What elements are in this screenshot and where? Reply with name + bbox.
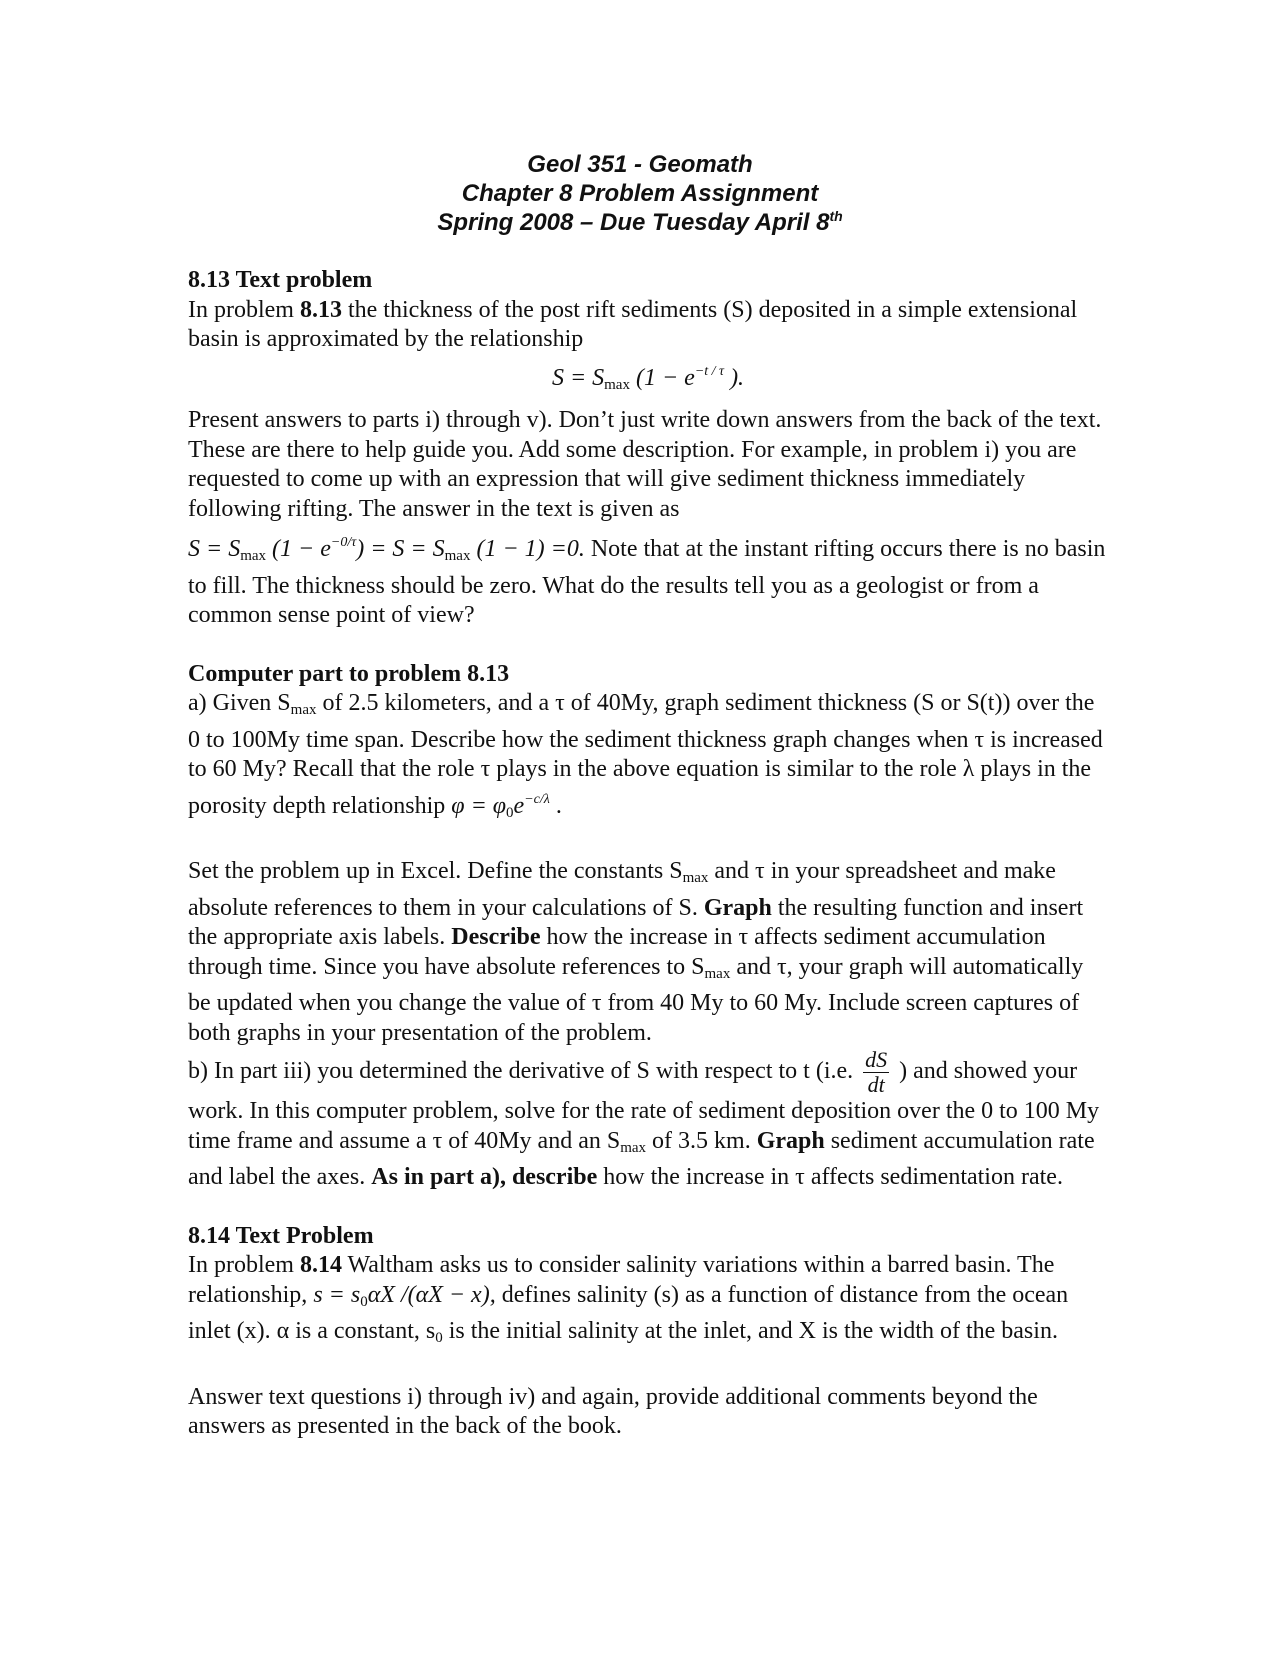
course-title: Geol 351 - Geomath [527,151,753,178]
equation-sediment-thickness: $S = S_{max}$ ($1 - e^{-t / \tau}$ ). [551,363,745,393]
equation-initial-thickness: $S = S_{max}$ $(1 - e^{-0/\tau}) = S = S_{max}$ (1 − 1) =0. [188,535,585,564]
paragraph-excel-setup: Set the problem up in Excel. Define the constants $S_{max}$ and τ in your spreadsheet and make absolute references to them in your calculations of S. Graph the resulting function and insert the appropriate axis labels. Describe how the increase in τ affects sediment accumulation through time. Since you have absolute references to $S_{max}$ and τ, your graph will automatically be updated when you change the value of τ from 40 My to 60 My. Include screen captures of both graphs in your presentation of the problem. [188,858,1084,1046]
assignment-title: Chapter 8 Problem Assignment [461,180,819,207]
paragraph-8-13-answer: $S = S_{max}$ $(1 - e^{-0/\tau}) = S = S_{max}$ (1 − 1) =0. Note that at the instant rifting occurs there is no basin to fill. The thickness should be zero. What do the results tell you as a geologist or from a common sense point of view? [188,535,1106,628]
due-date: Spring 2008 – Due Tuesday April 8th [437,208,843,236]
assignment-header [0,150,1280,237]
equation-porosity-depth: $\varphi = \varphi_0e^{-c/\lambda}$ [451,791,550,821]
section-heading-8-13: 8.13 Text problem [188,267,373,293]
paragraph-part-a: a) Given $S_{max}$ of 2.5 kilometers, and a τ of 40My, graph sediment thickness (S or S(t)) over the 0 to 100My time span. Describe how the sediment thickness graph changes when τ is increased to 60 My? Recall that the role τ plays in the above equation is similar to the role λ plays in the porosity depth relationship $\varphi = \varphi_0e^{-c/\lambda}$ . [188,690,1103,821]
paragraph-8-13-intro: In problem 8.13 the thickness of the post rift sediments (S) deposited in a simple extensional basin is approximated by the relationship [188,296,1078,352]
section-heading-computer-part: Computer part to problem 8.13 [188,660,510,687]
derivative-fraction: $\frac{dS}{dt}$ [865,1047,888,1097]
paragraph-part-b: b) In part iii) you determined the derivative of S with respect to t (i.e. $\frac{dS}{dt}$ ) and showed your work. In this computer problem, solve for the rate of sediment deposition over the 0 to 100 My time frame and assume a τ of 40My and an $S_{max}$ of 3.5 km. Graph sediment accumulation rate and label the axes. As in part a), describe how the increase in τ affects sedimentation rate. [188,1047,1100,1190]
paragraph-8-14-intro: In problem 8.14 Waltham asks us to consider salinity variations within a barred basin. The relationship, $s = s_0\alpha X$ /(αX − x), defines salinity (s) as a function of distance from the ocean inlet (x). α is a constant, $s_0$ is the initial salinity at the inlet, and X is the width of the basin. [188,1252,1069,1346]
section-heading-8-14: 8.14 Text Problem [188,1222,374,1249]
paragraph-8-13-instructions: Present answers to parts i) through v). Don’t just write down answers from the back of the text. These are there to help guide you. Add some description. For example, in problem i) you are requested to come up with an expression that will give sediment thickness immediately following rifting. The answer in the text is given as [188,407,1102,522]
document-body [188,266,1108,1442]
paragraph-8-14-questions: Answer text questions i) through iv) and again, provide additional comments beyond the answers as presented in the back of the book. [188,1383,1038,1439]
equation-salinity: $s = s_0\alpha X$ /(αX − x), [313,1281,496,1310]
